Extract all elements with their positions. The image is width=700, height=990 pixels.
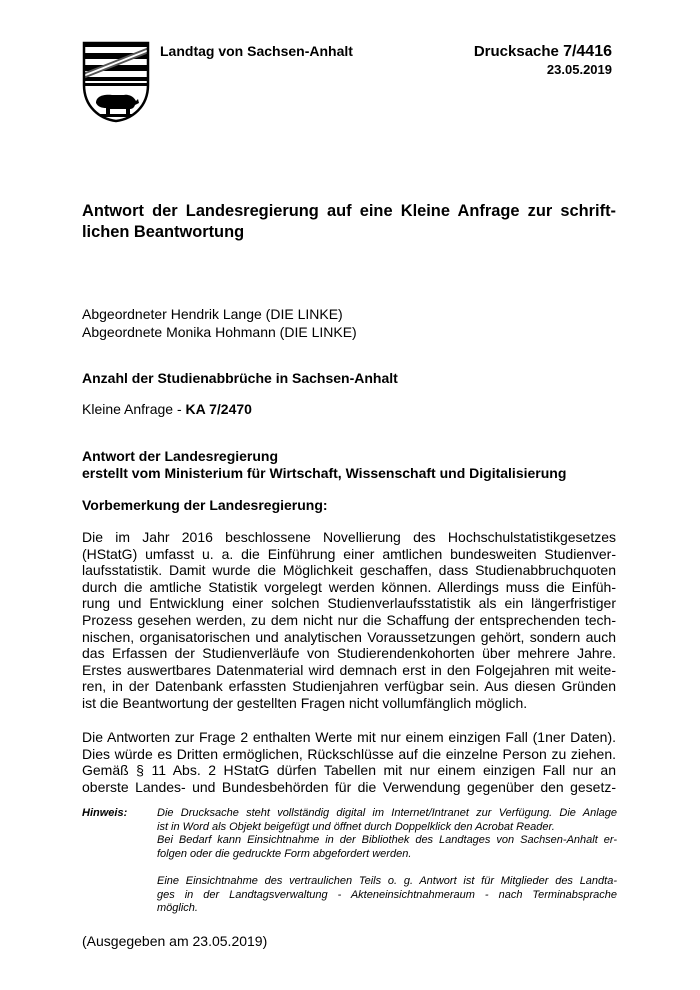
preliminary-paragraph bbox=[82, 529, 616, 712]
title-line: Antwort der Landesregierung auf eine Kleine Anfrage zur schrift- bbox=[82, 202, 616, 220]
coat-of-arms-icon bbox=[82, 41, 150, 123]
drucksache-number: 7/4416 bbox=[563, 43, 612, 60]
title-line: lichen Beantwortung bbox=[82, 223, 245, 241]
text-line: Die Antworten zur Frage 2 enthalten Werte mit nur einem einzigen Fall (1ner Daten). bbox=[82, 729, 616, 745]
text-line: rung und Entwicklung einer solchen Studienverlaufsstatistik als ein längerfristiger bbox=[82, 595, 616, 612]
note-line: ges in der Landtagsverwaltung - Akteneinsichtnahmeraum - nach Terminabsprache bbox=[157, 888, 617, 901]
text-line: durch die amtliche Statistik vorgelegt werden können. Allerdings muss die Einfüh- bbox=[82, 578, 616, 595]
note-line: folgen oder die gedruckte Form abgefordert werden. bbox=[157, 847, 412, 860]
text-line: Die im Jahr 2016 beschlossene Novellierung des Hochschulstatistikgesetzes bbox=[82, 529, 616, 545]
note-line: Bei Bedarf kann Einsichtnahme in der Bibliothek des Landtages von Sachsen-Anhalt er- bbox=[157, 834, 617, 847]
text-line: Prozess gesehen werden, zu dem nicht nur die Schaffung der entsprechenden tech- bbox=[82, 611, 616, 628]
author-line: Abgeordnete Monika Hohmann (DIE LINKE) bbox=[82, 324, 357, 340]
note-line: ist in Word als Objekt beigefügt und öffnet durch Doppelklick den Acrobat Reader. bbox=[157, 820, 555, 833]
text-line: Dies würde es Dritten ermöglichen, Rückschlüsse auf die einzelne Person zu ziehen. bbox=[82, 745, 616, 762]
answer-heading bbox=[82, 447, 566, 481]
document-title bbox=[82, 201, 616, 243]
text-line: ren, in der Datenbank erfassten Studienjahren verfügbar sein. Aus diesen Gründen bbox=[82, 678, 616, 695]
author-line: Abgeordneter Hendrik Lange (DIE LINKE) bbox=[82, 306, 343, 322]
note-line: Eine Einsichtnahme des vertraulichen Teils o. g. Antwort ist für Mitglieder des Landta- bbox=[157, 875, 617, 887]
issue-date-note: (Ausgegeben am 23.05.2019) bbox=[82, 933, 268, 949]
document-date: 23.05.2019 bbox=[546, 62, 612, 77]
preliminary-heading: Vorbemerkung der Landesregierung: bbox=[82, 497, 328, 513]
drucksache-label: Drucksache 7/4416 bbox=[473, 43, 612, 60]
text-line: ist die Beantwortung der gestellten Fragen nicht vollumfänglich möglich. bbox=[82, 694, 528, 711]
note-line: möglich. bbox=[157, 902, 198, 915]
notes-label: Hinweis: bbox=[82, 807, 128, 819]
request-reference: Kleine Anfrage - KA 7/2470 bbox=[82, 401, 252, 417]
text-line: nischen, organisatorischen und analytischen Voraussetzungen gehört, sondern auch bbox=[82, 628, 616, 645]
note-digital-availability bbox=[157, 807, 617, 861]
text-line: Erstes auswertbares Datenmaterial wird demnach erst in den Folgejahren mit weite- bbox=[82, 661, 616, 678]
text-line: laufsstatistik. Damit wurde die Möglichkeit geschaffen, dass Studienabbruchquoten bbox=[82, 562, 616, 579]
note-line: Die Drucksache steht vollständig digital im Internet/Intranet zur Verfügung. Die Anlage bbox=[157, 807, 617, 819]
text-line: Gemäß § 11 Abs. 2 HStatG dürfen Tabellen mit nur einem einzigen Fall nur an bbox=[82, 762, 616, 779]
subject-heading: Anzahl der Studienabbrüche in Sachsen-Anhalt bbox=[82, 370, 398, 386]
request-number: KA 7/2470 bbox=[185, 401, 252, 417]
text-line: das Erfassen der Studienverläufe von Studierendenkohorten über mehrere Jahre. bbox=[82, 645, 616, 662]
parliament-name: Landtag von Sachsen-Anhalt bbox=[160, 43, 353, 59]
note-confidential-part bbox=[157, 875, 617, 916]
answer-heading-line: erstellt vom Ministerium für Wirtschaft, Wissenschaft und Digitalisierung bbox=[82, 465, 567, 481]
answer-paragraph bbox=[82, 729, 616, 795]
text-line: (HStatG) umfasst u. a. die Einführung einer amtlichen bundesweiten Studienver- bbox=[82, 545, 616, 562]
answer-heading-line: Antwort der Landesregierung bbox=[82, 448, 279, 464]
authors bbox=[82, 305, 357, 341]
text-line: oberste Landes- und Bundesbehörden für die Verwendung gegenüber den gesetz- bbox=[82, 778, 616, 795]
